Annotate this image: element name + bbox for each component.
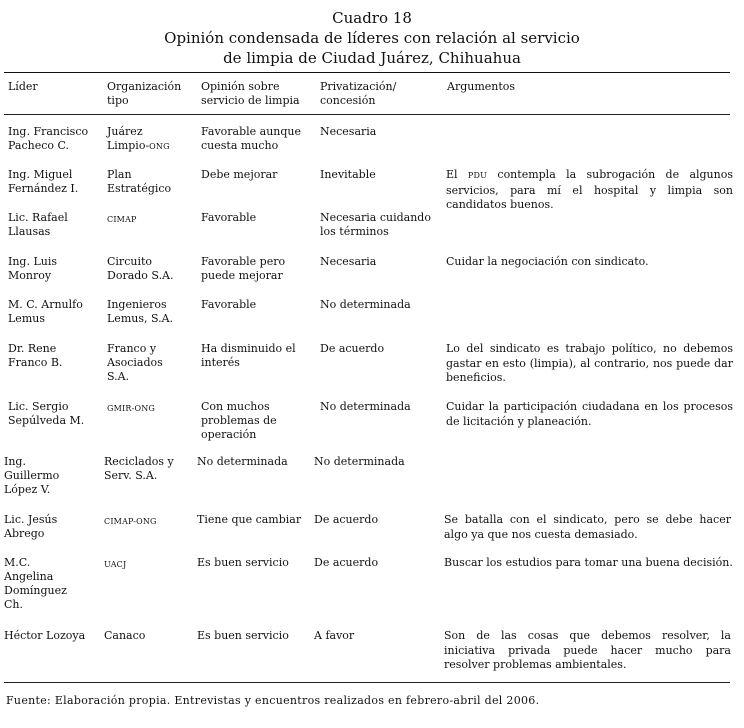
lider-line: Franco B. [8,356,63,369]
priv-line: No determinada [320,400,411,413]
title-line-1: Cuadro 18 [332,9,412,27]
header-rule [4,114,730,115]
org-line [107,139,170,155]
org-line: Dorado S.A. [107,269,174,282]
priv-line: No determinada [314,455,405,468]
lider-line: Héctor Lozoya [4,629,86,642]
argument-text: Son de las cosas que debemos resolver, la iniciativa privada puede hacer mucho para resolver problemas ambientales. [444,629,731,671]
lider-line: M.C. [4,556,31,569]
org-line: Plan [107,168,132,181]
priv-line: Necesaria [320,125,377,138]
opinion-line: problemas de [201,414,277,427]
header-priv-line1: Privatización/ [320,80,397,93]
lider-line: Lic. Sergio [8,400,69,413]
org-acronym: CIMAP-ONG [104,517,157,526]
argument-text: Buscar los estudios para tomar una buena decisión. [444,556,733,569]
opinion-line: Favorable aunque [201,125,302,138]
opinion-line: puede mejorar [201,269,283,282]
lider-line: Llausas [8,225,51,238]
lider-line: Lemus [8,312,45,325]
table-title [0,8,744,68]
org-acronym: CIMAP [107,215,137,224]
opinion-line: cuesta mucho [201,139,279,152]
opinion-line: Es buen servicio [197,629,289,642]
header-org-line2: tipo [107,94,129,107]
argument-text: Lo del sindicato es trabajo político, no debemos gastar en esto (limpia), al contrario, nos puede dar beneficios. [446,342,733,384]
opinion-line: Ha disminuido el [201,342,296,355]
lider-line: Lic. Rafael [8,211,68,224]
lider-line: Domínguez [4,584,67,597]
opinion-line: Favorable [201,298,257,311]
opinion-line: No determinada [197,455,288,468]
priv-line: Necesaria cuidando [320,211,431,224]
org-text: Limpio- [107,139,150,152]
org-acronym: GMIR-ONG [107,404,156,413]
priv-line: A favor [314,629,355,642]
lider-line: Ing. [4,455,26,468]
lider-line: Monroy [8,269,52,282]
top-rule [4,72,730,73]
header-priv-line2: concesión [320,94,376,107]
argument-text: Cuidar la participación ciudadana en los procesos de licitación y planeación. [446,400,733,428]
org-line: Juárez [107,125,143,138]
lider-line: Pacheco C. [8,139,70,152]
priv-line: De acuerdo [320,342,385,355]
lider-line: Lic. Jesús [4,513,58,526]
header-opinion-line2: servicio de limpia [201,94,300,107]
argument-acronym: PDU [467,171,488,180]
opinion-line: Con muchos [201,400,270,413]
priv-line: Necesaria [320,255,377,268]
org-line: S.A. [107,370,130,383]
opinion-line: Tiene que cambiar [197,513,302,526]
org-line: Circuito [107,255,152,268]
org-acronym: UACJ [104,560,127,569]
source-note: Fuente: Elaboración propia. Entrevistas y encuentros realizados en febrero-abril del 2006. [6,694,540,707]
org-line: Franco y [107,342,157,355]
priv-line: De acuerdo [314,513,379,526]
org-line: Ingenieros [107,298,167,311]
opinion-line: Favorable pero [201,255,286,268]
argument-text [446,168,733,213]
lider-line: Ch. [4,598,23,611]
lider-line: Angelina [4,570,54,583]
opinion-line: Es buen servicio [197,556,289,569]
org-line: Estratégico [107,182,172,195]
org-line: Asociados [107,356,163,369]
header-opinion-line1: Opinión sobre [201,80,280,93]
opinion-line: Debe mejorar [201,168,278,181]
lider-line: Fernández I. [8,182,79,195]
header-org-line1: Organización [107,80,182,93]
org-line: Serv. S.A. [104,469,158,482]
lider-line: Ing. Francisco [8,125,89,138]
priv-line: Inevitable [320,168,376,181]
lider-line: Ing. Miguel [8,168,73,181]
argument-prefix: El [446,168,468,181]
argument-text: Se batalla con el sindicato, pero se debe hacer algo ya que nos cuesta demasiado. [444,513,731,541]
title-line-3: de limpia de Ciudad Juárez, Chihuahua [223,49,521,67]
bottom-rule [4,682,730,683]
priv-line: No determinada [320,298,411,311]
header-lider: Líder [8,80,38,93]
lider-line: Guillermo [4,469,60,482]
lider-line: Abrego [4,527,45,540]
opinion-line: operación [201,428,257,441]
org-line: Lemus, S.A. [107,312,174,325]
org-line: Canaco [104,629,146,642]
priv-line: De acuerdo [314,556,379,569]
lider-line: Ing. Luis [8,255,58,268]
lider-line: López V. [4,483,51,496]
opinion-line: Favorable [201,211,257,224]
lider-line: Sepúlveda M. [8,414,85,427]
priv-line: los términos [320,225,389,238]
title-line-2: Opinión condensada de líderes con relación al servicio [164,29,580,47]
argument-body: contempla la subrogación de algunos servicios, para mí el hospital y limpia son candidatos buenos. [446,168,733,211]
lider-line: M. C. Arnulfo [8,298,83,311]
org-acronym: ONG [149,142,170,151]
org-line: Reciclados y [104,455,174,468]
lider-line: Dr. Rene [8,342,57,355]
opinion-line: interés [201,356,240,369]
argument-text: Cuidar la negociación con sindicato. [446,255,649,268]
header-argumentos: Argumentos [447,80,516,93]
